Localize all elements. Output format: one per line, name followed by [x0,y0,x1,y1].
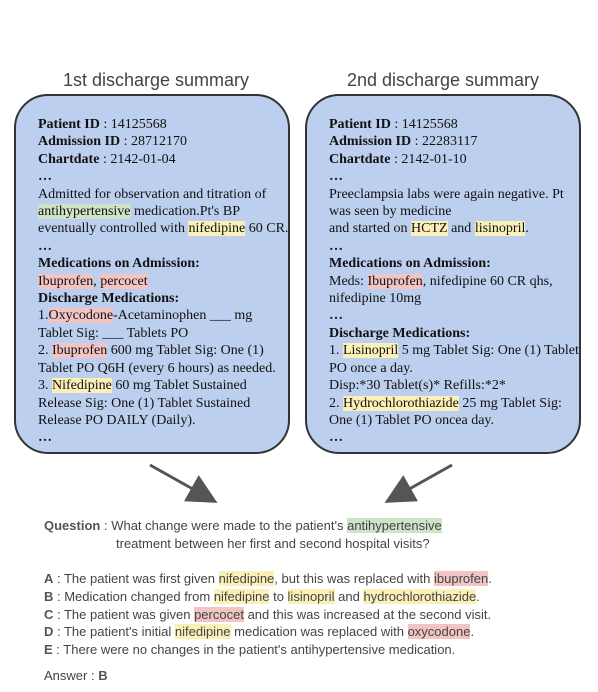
item-number: 3. [38,378,52,394]
med-text: 60 mg Tablet Sustained [111,378,247,394]
item-number: 1. [329,343,343,359]
discharge-med-2 [329,395,569,412]
question-text: What change were made to the patient's [111,518,348,533]
discharge-med-1 [38,307,278,324]
option-a [44,570,492,588]
ellipsis [38,168,278,185]
option-text: : Medication changed from [53,588,214,604]
discharge-med-3 [38,377,278,394]
highlight-nifedipine: nifedipine [188,221,246,237]
item-number: 2. [38,343,52,359]
question [44,517,442,553]
arrows [0,455,598,515]
discharge-summary-card-2 [305,94,581,454]
question-label: Question [44,518,101,533]
admission-id-label: Admission ID [329,134,412,150]
meds-admission-label: Medications on Admission: [329,256,491,272]
chartdate-row [329,151,569,168]
highlight-lisinopril: lisinopril [474,221,526,237]
chartdate-label: Chartdate [329,151,391,167]
question-line1 [44,517,442,535]
ellipsis-text: … [38,238,52,254]
med-text: 5 mg Tablet Sig: One (1) Tablet [398,343,579,359]
note-text: medication.Pt's BP [130,204,241,220]
ellipsis-text: … [329,169,343,185]
ellipsis [329,168,569,185]
highlight-nifedipine: nifedipine [213,588,270,604]
ellipsis-text: … [38,430,52,446]
highlight-ibuprofen: Ibuprofen [38,273,94,289]
highlight-ibuprofen: Ibuprofen [367,273,423,289]
highlight-hydrochlorothiazide: Hydrochlorothiazide [343,395,459,411]
note-line [38,220,289,237]
med-text: 600 mg Tablet Sig: One (1) [107,343,264,359]
highlight-nifedipine: Nifedipine [52,378,112,394]
admission-id-row [329,133,569,150]
highlight-oxycodone: Oxycodone [48,308,114,324]
ellipsis-text: … [329,238,343,254]
ellipsis [38,429,278,446]
option-text: . [470,624,475,640]
admission-id-label: Admission ID [38,134,121,150]
discharge-med-2 [38,342,278,359]
highlight-ibuprofen: ibuprofen [433,571,489,586]
option-text: . [476,588,480,604]
note-line [38,203,278,220]
note-text: and started on [329,221,412,237]
note-line [329,220,569,237]
question-line2: treatment between her first and second hospital visits? [116,536,430,551]
chartdate-value: : 2142-01-04 [99,151,176,167]
option-letter: B [44,588,54,604]
discharge-med-1-line2: Tablet Sig: ___ Tablets PO [38,325,189,341]
highlight-percocet: percocet [194,606,244,622]
med-text: 25 mg Tablet Sig: [458,395,562,411]
answer-label: Answer : [44,668,99,683]
patient-id-label: Patient ID [329,117,391,132]
meds-admission-heading [329,255,569,272]
highlight-oxycodone: oxycodone [407,624,471,640]
option-e [44,641,492,659]
answer [44,668,108,683]
highlight-hctz: HCTZ [411,221,448,237]
option-letter: C [44,606,54,622]
option-text: . [488,571,492,586]
discharge-med-1-line3: Disp:*30 Tablet(s)* Refills:*2* [329,378,506,394]
item-number: 2. [329,395,343,411]
patient-id-value: : 14125568 [390,117,458,132]
option-c [44,606,492,624]
discharge-med-2-line2: One (1) Tablet PO oncea day. [329,412,495,428]
admission-meds-line [329,273,569,290]
admission-id-row [38,133,278,150]
discharge-med-1 [329,342,579,359]
option-letter: A [44,571,54,586]
discharge-meds-heading [329,325,569,342]
med-text: -Acetaminophen ___ mg [113,308,253,324]
admission-id-value: : 22283117 [411,134,478,150]
panel1-title: 1st discharge summary [62,70,250,90]
med-text: , nifedipine 60 CR qhs, [422,273,553,289]
option-b [44,588,492,606]
answer-value: B [98,668,108,683]
ellipsis [38,238,278,255]
arrow-right [395,465,452,497]
highlight-percocet: percocet [100,273,148,289]
highlight-lisinopril: Lisinopril [343,343,399,359]
separator: : [100,518,112,533]
ellipsis-text: … [38,169,52,185]
discharge-meds-label: Discharge Medications: [38,291,180,307]
highlight-antihypertensive: antihypertensive [347,518,442,533]
option-text: : The patient's initial [53,624,175,640]
highlight-ibuprofen: Ibuprofen [52,343,108,359]
comma: , [93,273,101,289]
note-text: and [447,221,475,237]
ellipsis [329,238,569,255]
option-text: and this was increased at the second visit. [243,606,492,622]
panel2-title: 2nd discharge summary [346,70,540,90]
note-line: Admitted for observation and titration of [38,186,267,202]
meds-admission-label: Medications on Admission: [38,256,200,272]
note-line: was seen by medicine [329,204,452,220]
meds-admission-heading [38,255,278,272]
option-text: : There were no changes in the patient's antihypertensive medication. [52,642,456,658]
option-text: : The patient was first given [53,571,219,586]
option-letter: D [44,624,54,640]
patient-id-value: : 14125568 [99,117,167,132]
option-text: and [334,588,364,604]
discharge-med-3-line2: Release Sig: One (1) Tablet Sustained [38,395,251,411]
note-text: . [525,221,529,237]
ellipsis [329,429,569,446]
patient-id-row [38,116,278,133]
option-text: , but this was replaced with [274,571,434,586]
ellipsis [329,307,569,324]
chartdate-value: : 2142-01-10 [390,151,467,167]
patient-id-label: Patient ID [38,117,100,132]
note-text: 60 CR. [245,221,289,237]
admission-meds-line2: nifedipine 10mg [329,291,422,307]
note-line: Preeclampsia labs were again negative. Pt [329,186,564,202]
option-text: : The patient was given [53,606,195,622]
discharge-med-2-line2: Tablet PO Q6H (every 6 hours) as needed. [38,360,276,376]
option-letter: E [44,642,53,658]
ellipsis-text: … [329,430,343,446]
highlight-nifedipine: nifedipine [174,624,231,640]
admission-meds-line [38,273,278,290]
chartdate-label: Chartdate [38,151,100,167]
highlight-lisinopril: lisinopril [287,588,335,604]
discharge-med-1-line2: PO once a day. [329,360,413,376]
option-d [44,623,492,641]
highlight-hydrochlorothiazide: hydrochlorothiazide [363,588,477,604]
answer-options [44,570,492,659]
admission-id-value: : 28712170 [120,134,187,150]
option-text: medication was replaced with [230,624,408,640]
item-number: 1. [38,308,49,324]
arrow-left [150,465,207,497]
highlight-nifedipine: nifedipine [218,571,275,586]
patient-id-row [329,116,569,133]
discharge-summary-card-1 [14,94,290,454]
chartdate-row [38,151,278,168]
highlight-antihypertensive: antihypertensive [38,204,131,220]
med-text: Meds: [329,273,368,289]
discharge-meds-label: Discharge Medications: [329,325,471,341]
discharge-meds-heading [38,290,278,307]
ellipsis-text: … [329,308,343,324]
option-text: to [269,588,288,604]
note-text: eventually controlled with [38,221,189,237]
discharge-med-3-line3: Release PO DAILY (Daily). [38,412,196,428]
